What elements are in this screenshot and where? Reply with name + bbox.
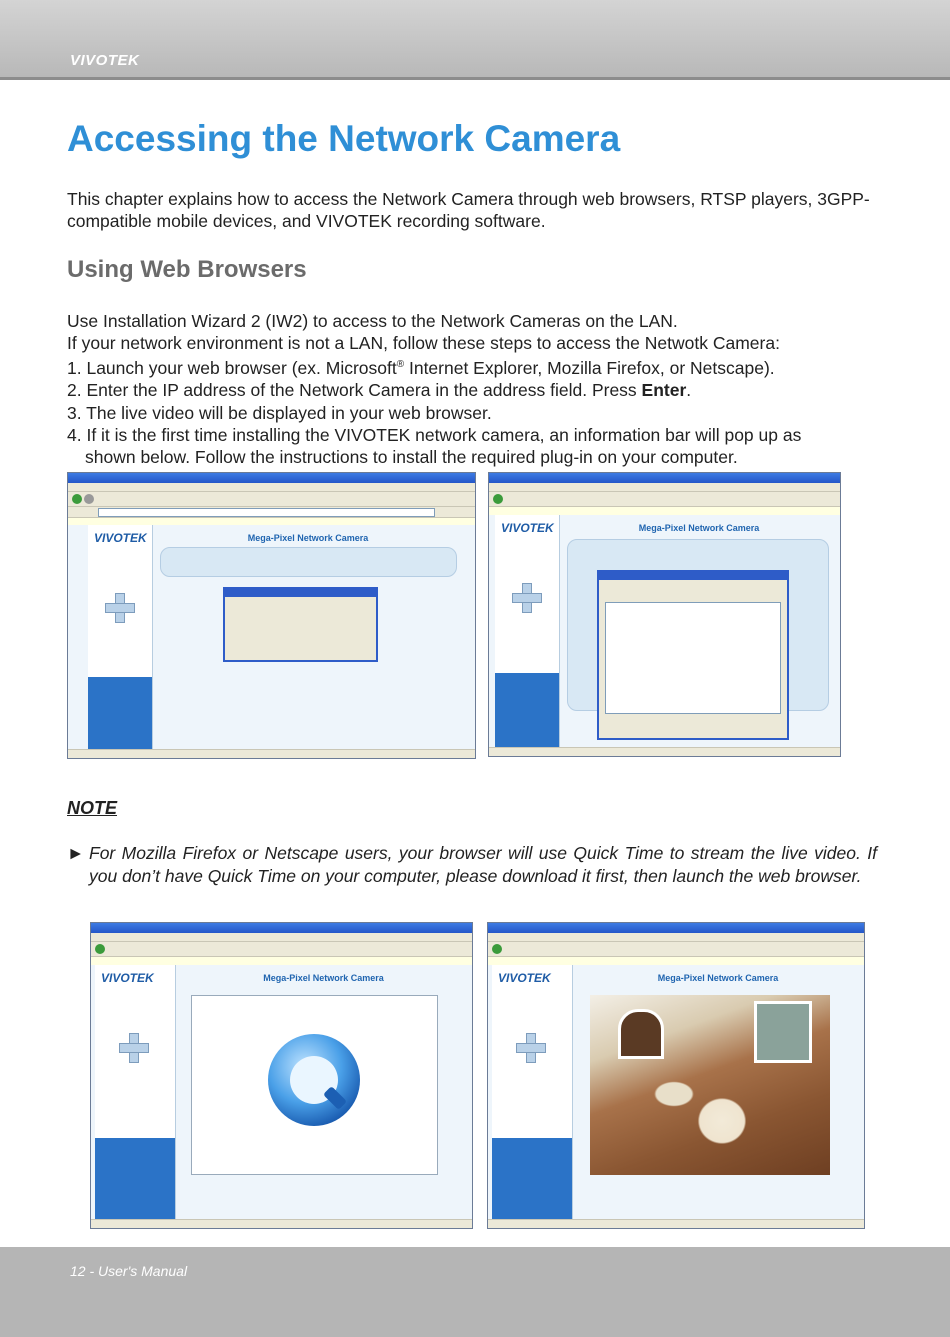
step-1: 1. Launch your web browser (ex. Microsoft® Internet Explorer, Mozilla Firefox, or Netscape).: [67, 358, 775, 379]
camera-title: Mega-Pixel Network Camera: [247, 533, 369, 543]
step-2: 2. Enter the IP address of the Network Camera in the address field. Press Enter.: [67, 380, 692, 401]
instruction-line: Use Installation Wizard 2 (IW2) to access to the Network Cameras on the LAN.: [67, 311, 678, 331]
ptz-dpad-icon: [516, 1033, 546, 1063]
page-footer: [0, 1247, 950, 1337]
page-number-label: 12 - User's Manual: [70, 1263, 188, 1279]
screenshot-quicktime-loading: [90, 922, 473, 1229]
vivotek-logo: VIVOTEK: [498, 971, 551, 985]
quicktime-icon: [268, 1034, 360, 1126]
vivotek-logo: VIVOTEK: [101, 971, 154, 985]
ptz-dpad-icon: [119, 1033, 149, 1063]
intro-paragraph: This chapter explains how to access the Network Camera through web browsers, RTSP players, 3GPP-compatible mobile devices, and VIVOTEK recording software.: [67, 189, 870, 231]
camera-title: Mega-Pixel Network Camera: [657, 973, 779, 983]
plugin-finder-dialog: [597, 570, 789, 740]
instruction-line: If your network environment is not a LAN, follow these steps to access the Netwotk Camera:: [67, 333, 780, 354]
screenshot-live-video: [487, 922, 865, 1229]
step-3: 3. The live video will be displayed in your web browser.: [67, 402, 492, 423]
note-text: For Mozilla Firefox or Netscape users, your browser will use Quick Time to stream the live video. If you don’t have Quick Time on your computer, please download it first, then launch the web browser.: [89, 843, 877, 886]
ptz-dpad-icon: [512, 583, 542, 613]
step-4: 4. If it is the first time installing the VIVOTEK network camera, an information bar will pop up as: [67, 424, 802, 445]
camera-title: Mega-Pixel Network Camera: [263, 973, 384, 983]
ptz-dpad-icon: [105, 593, 135, 623]
arrow-icon: ►: [67, 843, 85, 863]
page-header-bar: [0, 0, 950, 80]
section-heading: Using Web Browsers: [67, 256, 307, 283]
information-bar-dialog: [223, 587, 378, 662]
vivotek-logo: VIVOTEK: [501, 521, 554, 535]
vivotek-logo: VIVOTEK: [94, 531, 147, 545]
screenshot-firefox-plugin: [488, 472, 841, 757]
note-body: [67, 842, 877, 887]
note-title: NOTE: [67, 798, 118, 818]
camera-title: Mega-Pixel Network Camera: [638, 523, 760, 533]
instructions-block: [67, 310, 897, 468]
live-video-frame: [590, 995, 830, 1175]
step-4-continued: shown below. Follow the instructions to install the required plug-in on your computer.: [85, 447, 738, 468]
brand-label: VIVOTEK: [70, 52, 140, 69]
screenshot-ie-infobar: [67, 472, 476, 759]
page-title: Accessing the Network Camera: [67, 118, 621, 159]
